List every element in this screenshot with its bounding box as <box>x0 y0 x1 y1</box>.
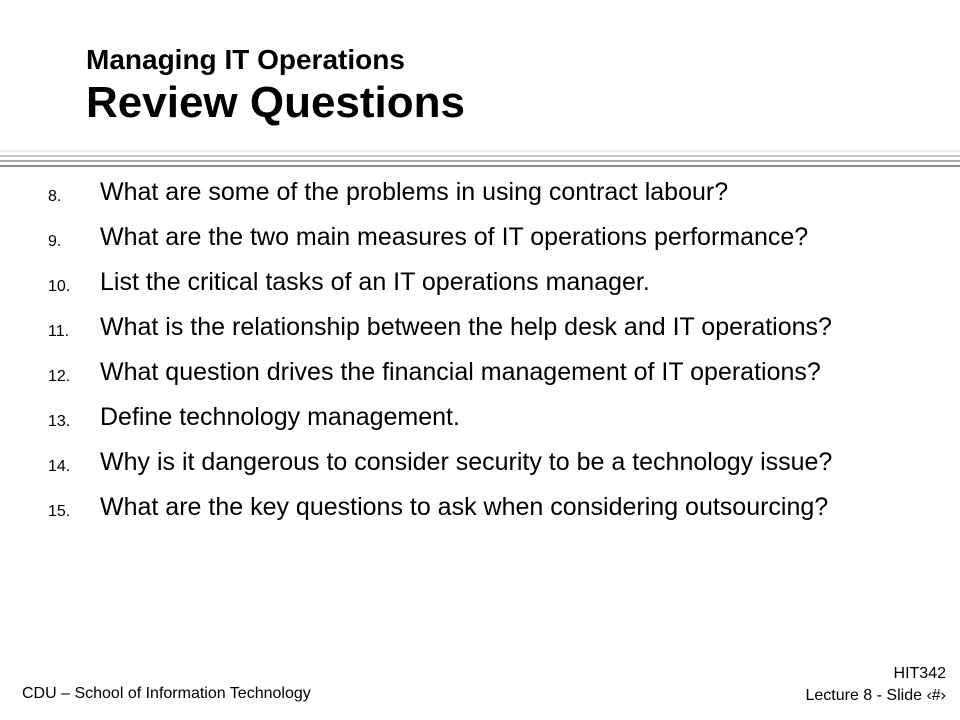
question-item <box>48 357 938 392</box>
question-number: 11. <box>48 323 70 340</box>
question-list <box>48 177 938 537</box>
divider-stripe <box>0 155 960 157</box>
title-divider <box>0 150 960 168</box>
question-number: 12. <box>48 368 71 385</box>
question-text: What are the two main measures of IT operations performance? <box>100 223 809 251</box>
footer-slide-number: Lecture 8 - Slide ‹#› <box>805 687 946 704</box>
question-item <box>48 312 938 347</box>
question-item <box>48 177 938 212</box>
question-item <box>48 492 938 527</box>
question-item <box>48 222 938 257</box>
question-number: 9. <box>48 233 62 250</box>
footer-school: CDU – School of Information Technology <box>22 685 311 702</box>
question-text: What are the key questions to ask when considering outsourcing? <box>100 493 829 521</box>
footer-lecture-info <box>805 663 946 707</box>
divider-stripe <box>0 160 960 162</box>
question-text: What are some of the problems in using contract labour? <box>100 178 729 206</box>
question-text: Define technology management. <box>100 403 460 431</box>
question-text: What is the relationship between the help desk and IT operations? <box>100 313 832 341</box>
question-text: List the critical tasks of an IT operations manager. <box>100 268 650 296</box>
question-item <box>48 267 938 302</box>
question-item <box>48 447 938 482</box>
question-number: 13. <box>48 413 71 430</box>
slide-title <box>86 42 465 128</box>
slide-title-line1: Managing IT Operations <box>86 44 405 75</box>
divider-stripe <box>0 165 960 167</box>
question-item <box>48 402 938 437</box>
footer-course-code: HIT342 <box>893 665 946 682</box>
slide-title-line2: Review Questions <box>86 78 466 127</box>
divider-stripe <box>0 150 960 152</box>
question-number: 8. <box>48 188 62 205</box>
question-text: Why is it dangerous to consider security to be a technology issue? <box>100 448 833 476</box>
question-number: 14. <box>48 458 71 475</box>
question-number: 15. <box>48 503 71 520</box>
question-text: What question drives the financial management of IT operations? <box>100 358 821 386</box>
question-number: 10. <box>48 278 71 295</box>
